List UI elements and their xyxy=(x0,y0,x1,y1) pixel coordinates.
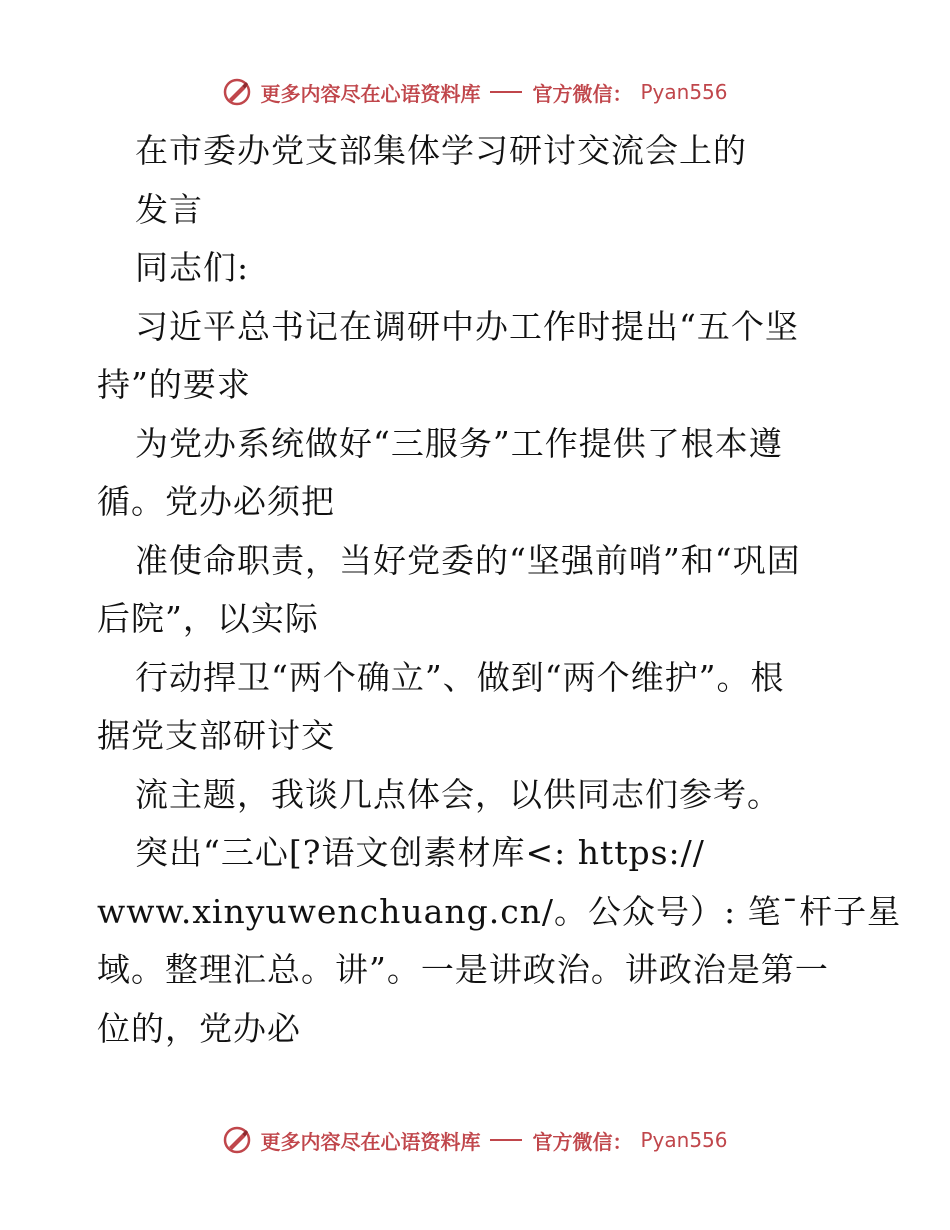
text-line: 突出“三心[?语文创素材库<: https:// xyxy=(135,833,705,872)
text-line: 在市委办党支部集体学习研讨交流会上的 xyxy=(135,131,747,170)
text-line: 据党支部研讨交 xyxy=(97,716,335,755)
watermark-dash xyxy=(490,91,522,93)
watermark-label: 官方微信： xyxy=(532,1129,633,1154)
pen-logo-icon xyxy=(222,1125,252,1155)
text-line: 行动捍卫“两个确立”、做到“两个维护”。根 xyxy=(135,657,785,697)
text-line: 循。党办必须把 xyxy=(97,482,335,521)
text-line: 为党办系统做好“三服务”工作提供了根本遵 xyxy=(135,423,783,463)
text-line: 流主题，我谈几点体会，以供同志们参考。 xyxy=(135,774,781,814)
watermark-id: Pyan556 xyxy=(640,1128,728,1152)
text-line: 后院”，以实际 xyxy=(97,599,319,638)
text-line: 发言 xyxy=(135,189,203,229)
text-line: 持”的要求 xyxy=(97,365,251,404)
watermark-text: 更多内容尽在心语资料库 xyxy=(260,1129,481,1154)
watermark-label: 官方微信： xyxy=(532,81,633,106)
document-body xyxy=(97,122,902,1058)
text-line: 准使命职责，当好党委的“坚强前哨”和“巩固 xyxy=(135,540,801,580)
text-line: 同志们: xyxy=(135,248,250,287)
footer-watermark xyxy=(0,1120,950,1160)
text-line: 习近平总书记在调研中办工作时提出“五个坚 xyxy=(135,306,799,346)
text-line: 域。整理汇总。讲”。一是讲政治。讲政治是第一 xyxy=(97,950,829,989)
header-watermark xyxy=(0,72,950,112)
watermark-text: 更多内容尽在心语资料库 xyxy=(260,81,481,106)
pen-logo-icon xyxy=(222,77,252,107)
text-line: 位的，党办必 xyxy=(97,1008,301,1048)
text-line: www.xinyuwenchuang.cn/。公众号）: 笔¯杆子星 xyxy=(97,891,902,931)
watermark-id: Pyan556 xyxy=(640,80,728,104)
watermark-dash xyxy=(490,1139,522,1141)
